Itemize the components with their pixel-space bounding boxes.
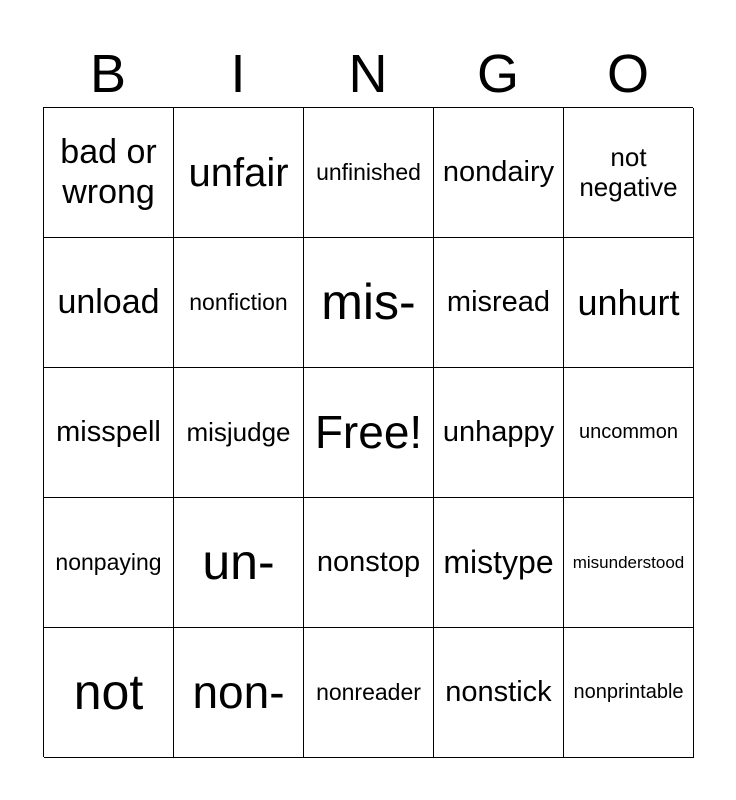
bingo-cell-r3-c1[interactable] — [174, 498, 304, 628]
bingo-cell-r1-c2[interactable] — [304, 238, 434, 368]
bingo-cell-r2-c2[interactable] — [304, 368, 434, 498]
bingo-card-grid — [43, 107, 693, 757]
bingo-cell-r2-c3[interactable] — [434, 368, 564, 498]
bingo-cell-r0-c3[interactable] — [434, 108, 564, 238]
cell-text: not — [73, 663, 144, 720]
cell-text: unfair — [188, 150, 289, 195]
bingo-cell-r2-c4[interactable] — [564, 368, 694, 498]
cell-text: uncommon — [579, 421, 678, 443]
cell-text: nonpaying — [55, 549, 162, 576]
cell-text: unhurt — [577, 281, 680, 323]
bingo-cell-r1-c1[interactable] — [174, 238, 304, 368]
header-letter-n: N — [348, 44, 388, 104]
bingo-cell-r4-c0[interactable] — [44, 628, 174, 758]
bingo-cell-r2-c1[interactable] — [174, 368, 304, 498]
bingo-cell-r3-c3[interactable] — [434, 498, 564, 628]
cell-text: non- — [192, 666, 285, 719]
bingo-cell-r3-c0[interactable] — [44, 498, 174, 628]
cell-text: mistype — [443, 544, 554, 581]
header-letter-g: G — [476, 44, 519, 104]
cell-text: unload — [57, 282, 160, 321]
cell-text: nonreader — [316, 679, 421, 706]
bingo-cell-r4-c4[interactable] — [564, 628, 694, 758]
bingo-cell-r0-c2[interactable] — [304, 108, 434, 238]
cell-text: misunderstood — [572, 552, 685, 572]
bingo-cell-r0-c1[interactable] — [174, 108, 304, 238]
header-letter-i: I — [230, 44, 246, 104]
cell-text: mis- — [321, 273, 416, 330]
header-letter-b: B — [89, 44, 127, 104]
bingo-header — [43, 40, 693, 108]
cell-text: unhappy — [442, 415, 555, 448]
cell-text: nonstick — [445, 675, 552, 708]
cell-text: misread — [446, 285, 551, 318]
cell-text: nondairy — [442, 155, 555, 188]
cell-text: un- — [202, 533, 275, 590]
bingo-cell-r0-c4[interactable] — [564, 108, 694, 238]
cell-text: misspell — [56, 415, 161, 448]
bingo-cell-r1-c3[interactable] — [434, 238, 564, 368]
bingo-cell-r1-c0[interactable] — [44, 238, 174, 368]
bingo-cell-r1-c4[interactable] — [564, 238, 694, 368]
header-letter-o: O — [606, 44, 649, 104]
bingo-cell-r3-c4[interactable] — [564, 498, 694, 628]
cell-text: misjudge — [186, 416, 291, 447]
bingo-cell-r2-c0[interactable] — [44, 368, 174, 498]
cell-text: bad or wrong — [60, 133, 157, 211]
cell-text: not negative — [579, 141, 678, 202]
bingo-cell-r3-c2[interactable] — [304, 498, 434, 628]
bingo-cell-r0-c0[interactable] — [44, 108, 174, 238]
free-space-text: Free! — [314, 406, 423, 459]
cell-text: nonprintable — [573, 681, 684, 703]
bingo-cell-r4-c1[interactable] — [174, 628, 304, 758]
cell-text: nonfiction — [189, 289, 288, 316]
bingo-cell-r4-c2[interactable] — [304, 628, 434, 758]
cell-text: nonstop — [316, 545, 421, 578]
bingo-cell-r4-c3[interactable] — [434, 628, 564, 758]
cell-text: unfinished — [316, 159, 421, 186]
